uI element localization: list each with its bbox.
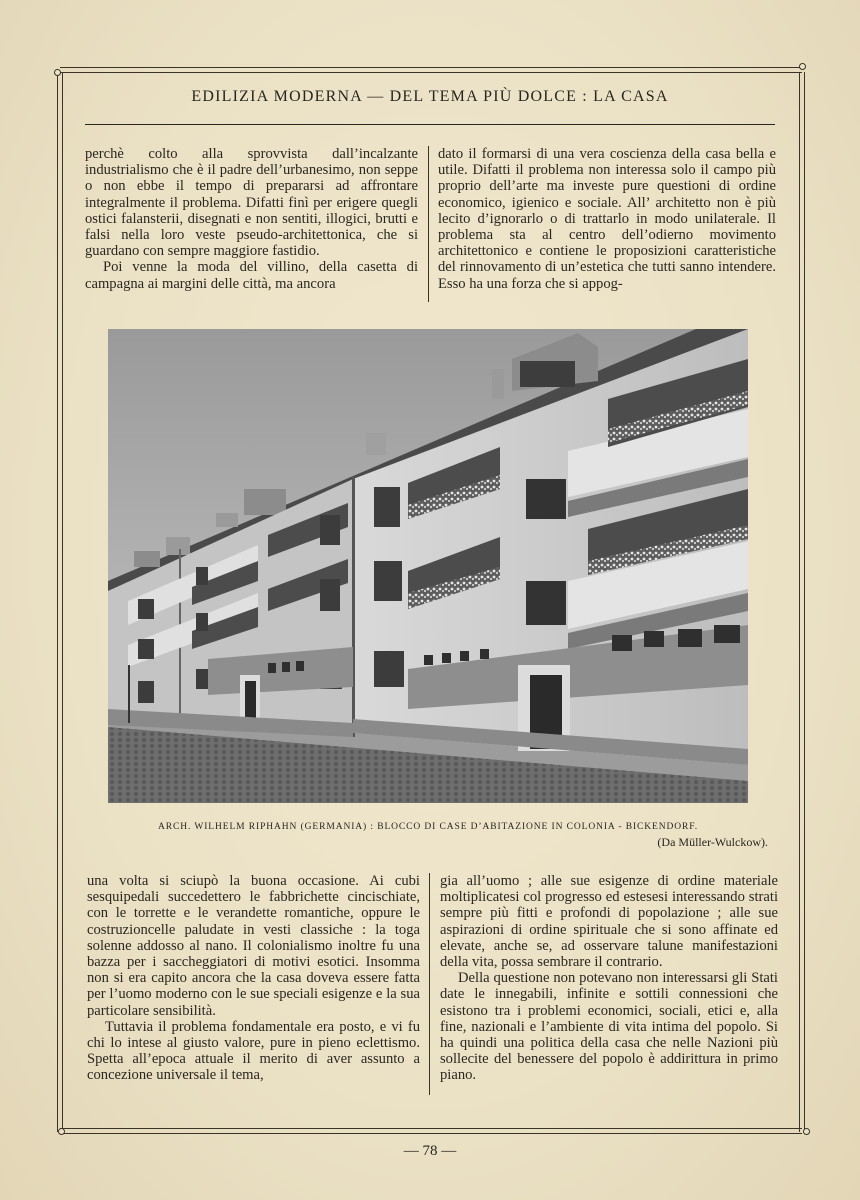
- apartment-block-illustration: [108, 329, 748, 803]
- building-photograph: [108, 329, 748, 803]
- column-divider: [428, 146, 429, 302]
- frame-corner-ornament: [58, 1128, 65, 1135]
- page-number: — 78 —: [403, 1143, 457, 1159]
- paragraph: Della questione non potevano non interessarsi gli Stati date le innegabili, infinite e sottili connessioni che esistono tra i problemi economici, sociali, etici e, alla fine, nazionali e l’ambiente di vita intima del popolo. Si ha quindi una politica della casa che nelle Nazioni più sollecite del benessere del popolo è addirittura in primo piano.: [440, 970, 778, 1084]
- frame-corner-ornament: [803, 1128, 810, 1135]
- top-right-column: [438, 146, 776, 292]
- header-rule: [85, 124, 775, 125]
- frame-corner-ornament: [54, 69, 61, 76]
- top-left-column: [85, 146, 418, 292]
- running-header: EDILIZIA MODERNA — DEL TEMA PIÙ DOLCE : LA CASA: [191, 88, 669, 105]
- paragraph: una volta si sciupò la buona occasione. Ai cubi sesquipedali succedettero le fabbrichette cincischiate, con le torrette e le verandette romantiche, oppure le costruzioncelle paludate in vesti classiche : la toga solenne addosso al nano. Il colonialismo inoltre fu una bazza per i saccheggiatori di motivi esotici. Insomma non si era capito ancora che la casa doveva essere fatta per l’uomo moderno con le sue speciali esigenze e la sua particolare sensibilità.: [87, 873, 420, 1019]
- frame-top-rule-inner: [60, 72, 802, 73]
- figure-caption: ARCH. WILHELM RIPHAHN (GERMANIA) : BLOCCO DI CASE D’ABITAZIONE IN COLONIA - BICKENDORF.: [158, 822, 698, 832]
- frame-left-rule: [57, 72, 58, 1132]
- column-divider: [429, 873, 430, 1095]
- paragraph: Poi venne la moda del villino, della casetta di campagna ai margini delle città, ma ancora: [85, 259, 418, 292]
- frame-bottom-rule: [60, 1128, 802, 1129]
- frame-bottom-rule-inner: [60, 1133, 802, 1134]
- frame-left-rule-inner: [62, 72, 63, 1132]
- paragraph: perchè colto alla sprovvista dall’incalzante industrialismo che è il padre dell’urbanesimo, non seppe o non ebbe il tempo di prepararsi ad affrontare integralmente il problema. Difatti finì per erigere quegli ostici falansterii, disegnati e non sentiti, illogici, brutti e falsi nella loro veste pseudo-architettonica, che si guardano con sempre maggiore fastidio.: [85, 146, 418, 260]
- bottom-left-column: [87, 873, 420, 1084]
- frame-right-rule-inner: [804, 72, 805, 1132]
- paragraph: Tuttavia il problema fondamentale era posto, e vi fu chi lo intese al giusto valore, pure in pieno eclettismo. Spetta all’epoca attuale il merito di aver assunto a concezione universale il tema,: [87, 1018, 420, 1084]
- paragraph: gia all’uomo ; alle sue esigenze di ordine materiale moltiplicatesi col progresso ed estesesi interessando strati sempre più fitti e profondi di popolazione ; alle sue aspirazioni di ordine spirituale che si sono affinate ed elevate, anche se, ad osservare talune manifestazioni della vita, possa sembrare il contrario.: [440, 873, 778, 971]
- frame-top-rule: [60, 67, 802, 68]
- bottom-right-column: [440, 873, 778, 1084]
- figure-credit: (Da Müller-Wulckow).: [657, 835, 768, 849]
- frame-right-rule: [799, 72, 800, 1132]
- paragraph: dato il formarsi di una vera coscienza della casa bella e utile. Difatti il problema non interessa solo il campo più proprio dell’arte ma investe pure questioni di ordine economico, igienico e sociale. All’ architetto non è più lecito d’ignorarlo o di trattarlo in modo unilaterale. Il problema sta al centro dell’odierno movimento architettonico e contiene le proposizioni caratteristiche del rinnovamento di un’estetica che tutti sanno intendere. Esso ha una forza che si appog-: [438, 146, 776, 292]
- frame-corner-ornament: [799, 63, 806, 70]
